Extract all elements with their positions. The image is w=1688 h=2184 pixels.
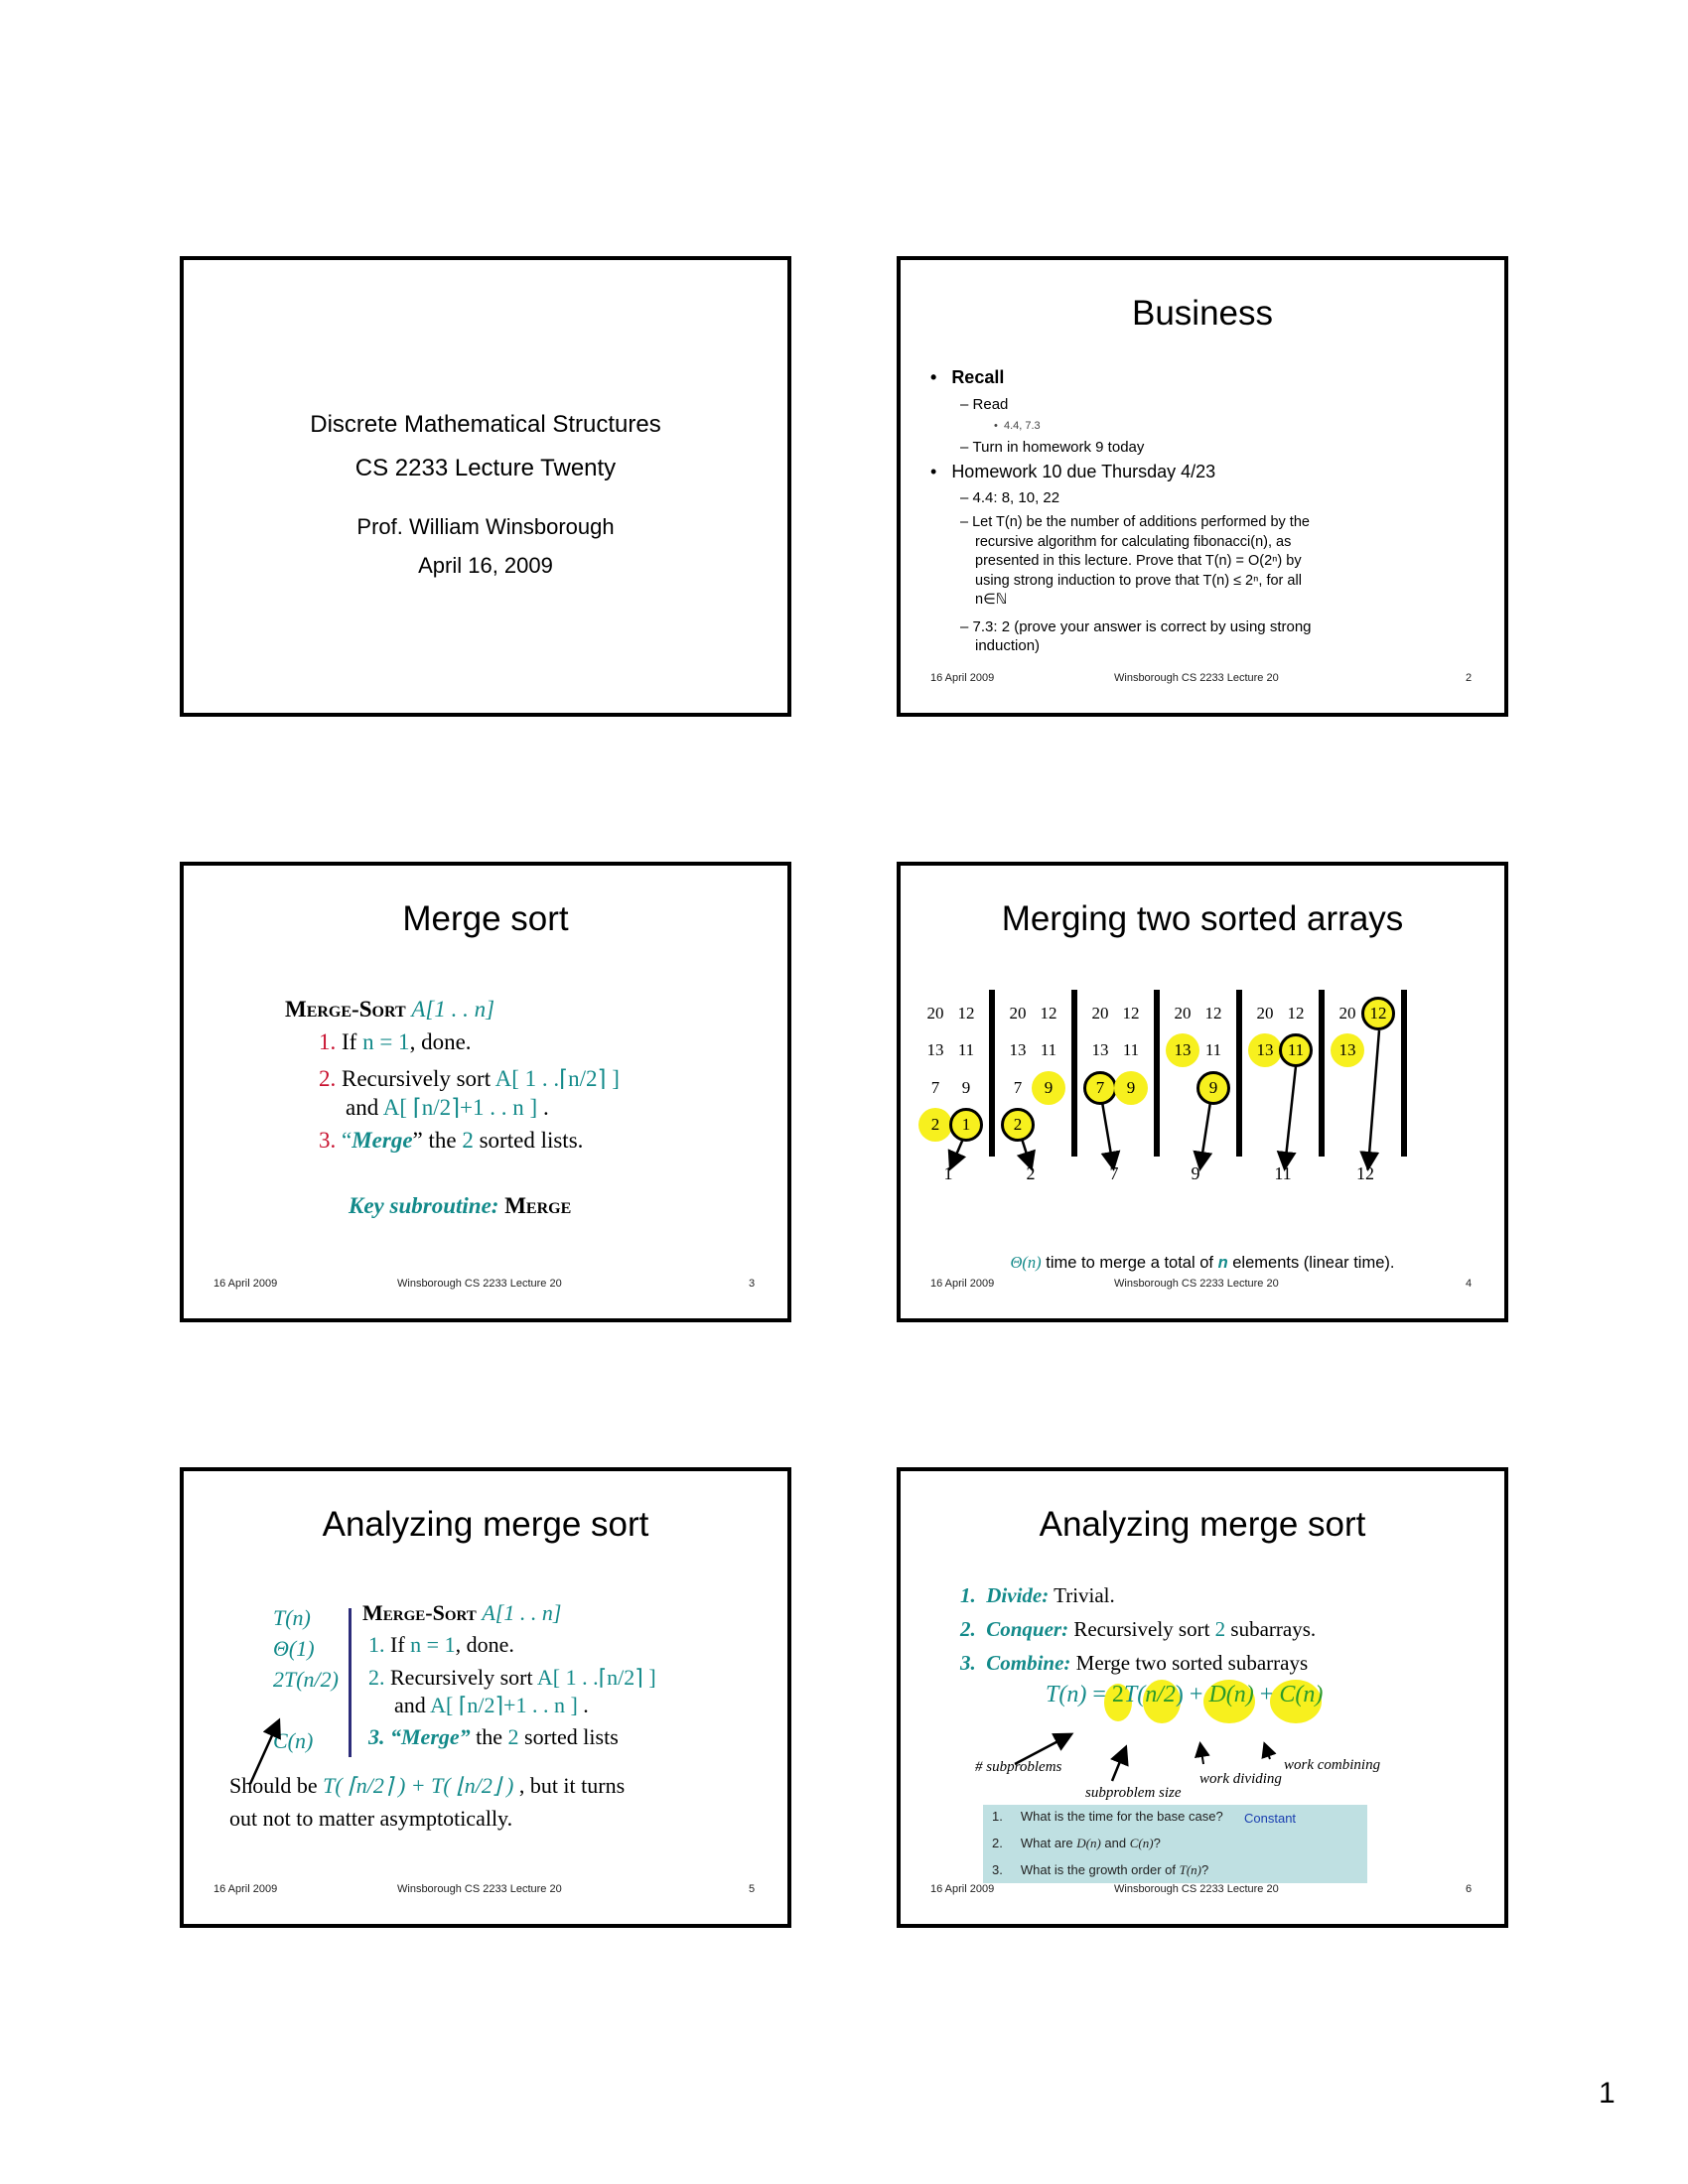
slide-title: Merging two sorted arrays xyxy=(1001,899,1404,938)
answer-1: Constant xyxy=(1244,1811,1297,1826)
cell-13-highlight: 13 xyxy=(1331,1033,1364,1067)
cell-13: 13 xyxy=(926,1040,944,1059)
cell-13: 13 xyxy=(1009,1040,1027,1059)
cell-12: 12 xyxy=(1287,1004,1305,1023)
sub-hw-fib: – Let T(n) be the number of additions performed by the recursive algorithm for calculating fibonacci(n), as presented in this lecture. Prove that T(n) = O(2ⁿ) by using strong induction to prove that T(n) ≤ 2ⁿ, for all n∈ℕ xyxy=(960,514,1310,608)
bullet-homework: • Homework 10 due Thursday 4/23 xyxy=(930,462,1216,481)
date: April 16, 2009 xyxy=(418,553,553,578)
cell-20: 20 xyxy=(1338,1004,1356,1023)
cell-13-highlight: 13 xyxy=(1248,1033,1282,1067)
lecture-title: CS 2233 Lecture Twenty xyxy=(354,455,617,481)
cell-20: 20 xyxy=(1009,1004,1027,1023)
cell-1-selected: 1 xyxy=(949,1108,983,1142)
footer-date: 16 April 2009 xyxy=(930,672,995,684)
cell-9-highlight: 9 xyxy=(1032,1071,1065,1105)
cell-7: 7 xyxy=(1013,1078,1023,1097)
cell-12-selected: 12 xyxy=(1361,997,1395,1030)
cell-2-highlight: 2 xyxy=(918,1108,952,1142)
sub-hw-73: – 7.3: 2 (prove your answer is correct by using strong induction) xyxy=(960,618,1312,654)
footer-course: Winsborough CS 2233 Lecture 20 xyxy=(397,1883,562,1895)
output-11: 11 xyxy=(1274,1163,1292,1183)
step-conquer: 2. Conquer: Recursively sort 2 subarrays. xyxy=(960,1617,1317,1641)
cell-7-selected: 7 xyxy=(1083,1071,1117,1105)
footer-date: 16 April 2009 xyxy=(930,1883,995,1895)
slide-title: Business xyxy=(1131,294,1274,333)
bullet-recall: • Recall xyxy=(930,367,1005,387)
sub-turn-in: – Turn in homework 9 today xyxy=(960,439,1145,456)
annotation-subproblem-size: subproblem size xyxy=(1085,1785,1182,1801)
subsub-sections: • 4.4, 7.3 xyxy=(994,420,1041,432)
footer-course: Winsborough CS 2233 Lecture 20 xyxy=(397,1278,562,1290)
footer-course: Winsborough CS 2233 Lecture 20 xyxy=(1114,1278,1279,1290)
output-7: 7 xyxy=(1109,1163,1119,1183)
footer-slide-number: 3 xyxy=(749,1278,756,1290)
author: Prof. William Winsborough xyxy=(356,514,615,539)
cell-11-selected: 11 xyxy=(1279,1033,1313,1067)
cell-2-selected: 2 xyxy=(1001,1108,1035,1142)
output-2: 2 xyxy=(1026,1163,1036,1183)
cost-column: T(n) Θ(1) 2T(n/2) C(n) xyxy=(273,1605,339,1753)
cell-11: 11 xyxy=(1122,1040,1140,1059)
cell-13: 13 xyxy=(1091,1040,1109,1059)
output-1: 1 xyxy=(943,1163,953,1183)
cell-12: 12 xyxy=(1204,1004,1222,1023)
note-should-be: Should be T( ⌈n/2⌉ ) + T( ⌊n/2⌋ ) , but it turns out not to matter asymptotically. xyxy=(229,1773,626,1831)
cell-11: 11 xyxy=(1204,1040,1222,1059)
output-9: 9 xyxy=(1191,1163,1200,1183)
cell-7: 7 xyxy=(930,1078,940,1097)
slide-title: Analyzing merge sort xyxy=(322,1505,649,1544)
footer-date: 16 April 2009 xyxy=(213,1278,278,1290)
step-combine: 3. Combine: Merge two sorted subarrays xyxy=(960,1651,1309,1675)
sub-hw-44: – 4.4: 8, 10, 22 xyxy=(960,489,1060,506)
step-2: 2. Recursively sort A[ 1 . .⌈n/2⌉ ] and A[ ⌈n/2⌉+1 . . n ] . xyxy=(319,1066,620,1120)
slide-1-title xyxy=(180,256,791,717)
course-title: Discrete Mathematical Structures xyxy=(310,411,661,438)
footer-slide-number: 4 xyxy=(1466,1278,1473,1290)
footer-slide-number: 6 xyxy=(1466,1883,1473,1895)
slide-4-merging xyxy=(897,862,1508,1322)
footer-slide-number: 5 xyxy=(749,1883,756,1895)
question-3: 3. What is the growth order of T(n)? xyxy=(992,1862,1209,1877)
step-divide: 1. Divide: Trivial. xyxy=(960,1583,1115,1607)
cell-20: 20 xyxy=(926,1004,944,1023)
question-1: 1. What is the time for the base case? xyxy=(992,1809,1223,1824)
footer-course: Winsborough CS 2233 Lecture 20 xyxy=(1114,1883,1279,1895)
recurrence-equation: T(n) = 2T(n/2) + D(n) + C(n) xyxy=(1046,1682,1324,1707)
step-1: 1. If n = 1, done. xyxy=(319,1029,472,1054)
annotation-work-combining: work combining xyxy=(1284,1757,1381,1773)
cell-11: 11 xyxy=(1040,1040,1057,1059)
slide-5-analyzing xyxy=(180,1467,791,1928)
step-1: 1. If n = 1, done. xyxy=(368,1632,514,1657)
slide-title: Merge sort xyxy=(402,899,569,938)
cell-20: 20 xyxy=(1256,1004,1274,1023)
cell-12: 12 xyxy=(1040,1004,1057,1023)
footer-course: Winsborough CS 2233 Lecture 20 xyxy=(1114,672,1279,684)
sub-read: – Read xyxy=(960,396,1009,413)
cell-9-highlight: 9 xyxy=(1114,1071,1148,1105)
footer-date: 16 April 2009 xyxy=(930,1278,995,1290)
procedure-header: Merge-Sort A[1 . . n] xyxy=(362,1600,562,1625)
step-3: 3. “Merge” the 2 sorted lists. xyxy=(319,1128,584,1153)
slide-2-business xyxy=(897,256,1508,717)
cell-12: 12 xyxy=(957,1004,975,1023)
annotation-subproblems: # subproblems xyxy=(975,1759,1062,1775)
page-number: 1 xyxy=(1599,2077,1616,2110)
footer-date: 16 April 2009 xyxy=(213,1883,278,1895)
slide-3-merge-sort xyxy=(180,862,791,1322)
cell-11: 11 xyxy=(957,1040,975,1059)
footer-slide-number: 2 xyxy=(1466,672,1473,684)
annotation-work-dividing: work dividing xyxy=(1199,1771,1282,1787)
cell-20: 20 xyxy=(1091,1004,1109,1023)
cell-12: 12 xyxy=(1122,1004,1140,1023)
procedure-header: Merge-Sort A[1 . . n] xyxy=(285,997,495,1022)
cell-20: 20 xyxy=(1174,1004,1192,1023)
linear-time-caption: Θ(n) time to merge a total of n elements (linear time). xyxy=(1010,1253,1395,1272)
key-subroutine: Key subroutine: Merge xyxy=(349,1193,572,1218)
output-12: 12 xyxy=(1356,1163,1374,1183)
question-2: 2. What are D(n) and C(n)? xyxy=(992,1836,1161,1850)
slide-title: Analyzing merge sort xyxy=(1039,1505,1366,1544)
cell-13-highlight: 13 xyxy=(1166,1033,1199,1067)
step-2: 2. Recursively sort A[ 1 . .⌈n/2⌉ ] and A[ ⌈n/2⌉+1 . . n ] . xyxy=(368,1665,656,1717)
slide-6-analyzing xyxy=(897,1467,1508,1928)
cell-9-selected: 9 xyxy=(1196,1071,1230,1105)
step-3: 3. “Merge” the 2 sorted lists xyxy=(368,1724,619,1749)
cell-9: 9 xyxy=(961,1078,971,1097)
